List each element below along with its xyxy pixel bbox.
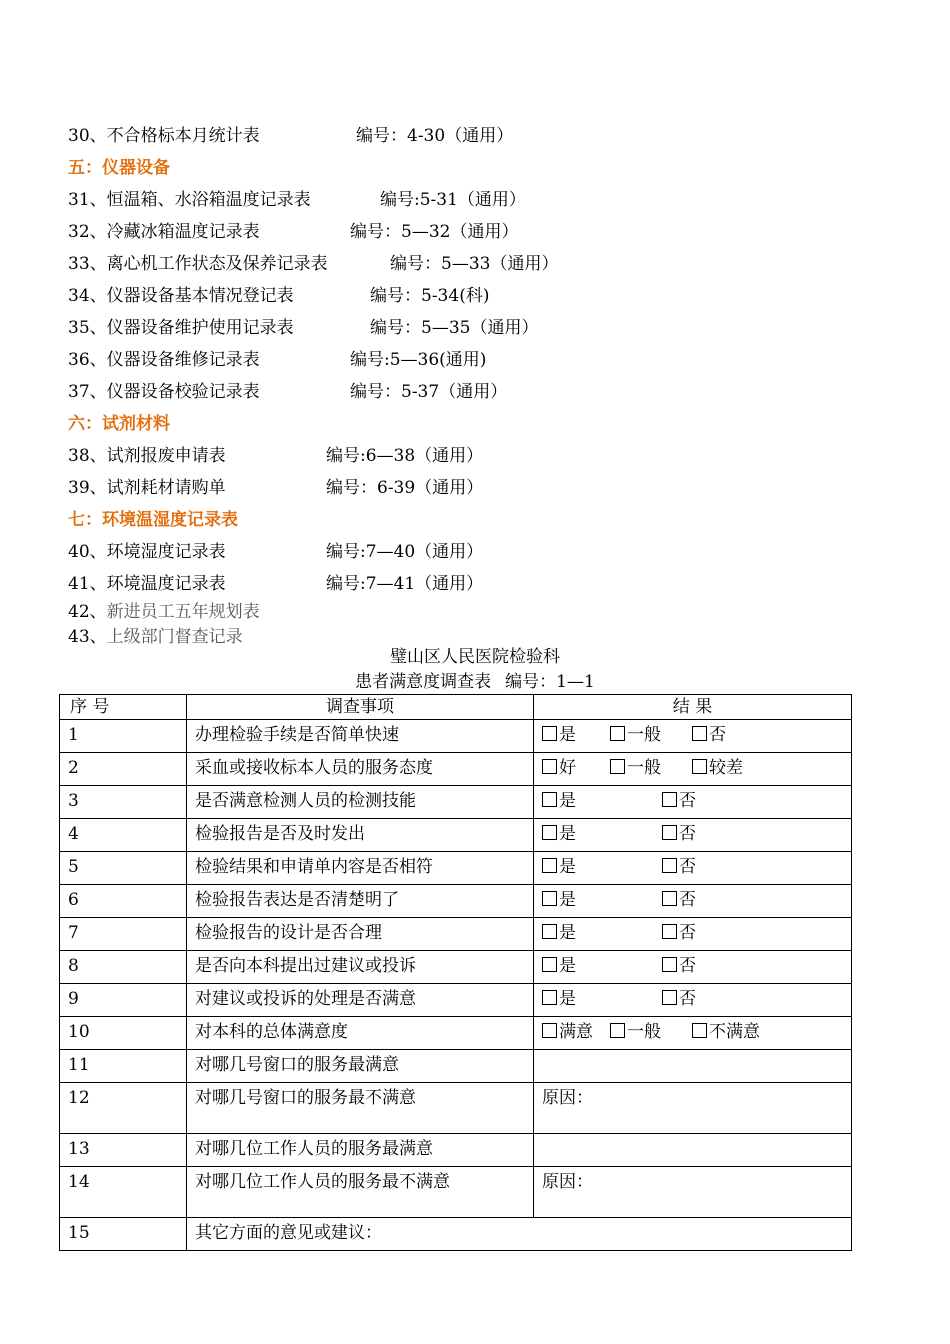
checkbox-icon[interactable] <box>542 990 557 1005</box>
row-question: 检验结果和申请单内容是否相符 <box>187 852 534 885</box>
list-item-code: 编号：6-39（通用） <box>326 478 484 498</box>
option-label: 是 <box>559 923 576 943</box>
list-item <box>68 600 888 625</box>
result-option[interactable] <box>542 986 576 1012</box>
header-item: 调查事项 <box>187 695 534 720</box>
list-item-name: 试剂耗材请购单 <box>106 478 226 498</box>
row-number: 13 <box>60 1134 187 1167</box>
table-row <box>60 918 852 951</box>
list-item-code: 编号：5-34(科) <box>370 286 490 306</box>
table-row <box>60 819 852 852</box>
list-item-code: 编号：5—33（通用） <box>390 254 559 274</box>
list-item-number: 39、 <box>68 478 107 498</box>
row-number: 7 <box>60 918 187 951</box>
row-question: 对建议或投诉的处理是否满意 <box>187 984 534 1017</box>
list-item <box>68 344 888 376</box>
row-question: 对哪几号窗口的服务最不满意 <box>187 1083 534 1134</box>
option-label: 否 <box>679 857 696 877</box>
row-question: 对哪几位工作人员的服务最不满意 <box>187 1167 534 1218</box>
result-option[interactable] <box>542 821 576 847</box>
row-result <box>534 786 852 819</box>
table-row <box>60 984 852 1017</box>
list-item-number: 38、 <box>68 446 107 466</box>
option-label: 否 <box>679 989 696 1009</box>
table-row <box>60 753 852 786</box>
survey-title: 患者满意度调查表 <box>355 672 492 692</box>
list-item-number: 36、 <box>68 350 107 370</box>
row-question: 检验报告的设计是否合理 <box>187 918 534 951</box>
list-item-number: 40、 <box>68 542 107 562</box>
row-number: 9 <box>60 984 187 1017</box>
row-result[interactable]: 原因： <box>534 1083 852 1134</box>
checkbox-icon[interactable] <box>662 957 677 972</box>
checkbox-icon[interactable] <box>662 858 677 873</box>
row-question: 是否满意检测人员的检测技能 <box>187 786 534 819</box>
result-option[interactable] <box>542 788 576 814</box>
option-label: 好 <box>559 758 576 778</box>
list-item <box>68 376 888 408</box>
checkbox-icon[interactable] <box>542 759 557 774</box>
row-number: 6 <box>60 885 187 918</box>
row-number: 10 <box>60 1017 187 1050</box>
list-item-name: 冷藏冰箱温度记录表 <box>106 222 260 242</box>
row-result <box>534 984 852 1017</box>
list-item-name: 离心机工作状态及保养记录表 <box>106 254 328 274</box>
list-item-number: 31、 <box>68 190 107 210</box>
list-item-name: 环境湿度记录表 <box>106 542 226 562</box>
section-heading: 五：仪器设备 <box>68 158 170 178</box>
result-option[interactable] <box>662 854 696 880</box>
checkbox-icon[interactable] <box>662 990 677 1005</box>
checkbox-icon[interactable] <box>542 924 557 939</box>
list-item-code: 编号:6—38（通用） <box>326 446 484 466</box>
checkbox-icon[interactable] <box>692 726 707 741</box>
option-label: 是 <box>559 824 576 844</box>
list-item <box>68 536 888 568</box>
checkbox-icon[interactable] <box>662 924 677 939</box>
list-item-number: 42、 <box>68 602 107 622</box>
survey-code: 编号：1—1 <box>505 672 595 692</box>
row-question: 是否向本科提出过建议或投诉 <box>187 951 534 984</box>
result-option[interactable] <box>542 920 576 946</box>
table-row <box>60 885 852 918</box>
list-item-number: 35、 <box>68 318 107 338</box>
result-option[interactable] <box>662 821 696 847</box>
table-row <box>60 951 852 984</box>
row-number: 3 <box>60 786 187 819</box>
list-item-number: 37、 <box>68 382 107 402</box>
header-result: 结 果 <box>534 695 852 720</box>
row-question: 检验报告是否及时发出 <box>187 819 534 852</box>
row-result <box>534 720 852 753</box>
row-number: 12 <box>60 1083 187 1134</box>
list-item-code: 编号:5-31（通用） <box>380 190 526 210</box>
result-option[interactable] <box>542 1019 593 1045</box>
option-label: 一般 <box>627 758 661 778</box>
row-question: 其它方面的意见或建议： <box>187 1218 852 1251</box>
option-label: 否 <box>679 923 696 943</box>
result-option[interactable] <box>542 722 576 748</box>
checkbox-icon[interactable] <box>542 858 557 873</box>
survey-table <box>59 694 852 1251</box>
checkbox-icon[interactable] <box>542 792 557 807</box>
list-item-code: 编号：4-30（通用） <box>356 126 514 146</box>
row-result[interactable]: 原因： <box>534 1167 852 1218</box>
option-label: 是 <box>559 956 576 976</box>
table-row <box>60 786 852 819</box>
option-label: 一般 <box>627 725 661 745</box>
row-number: 14 <box>60 1167 187 1218</box>
list-item-name: 仪器设备基本情况登记表 <box>106 286 294 306</box>
row-result <box>534 852 852 885</box>
list-item <box>68 472 888 504</box>
table-row <box>60 720 852 753</box>
row-result <box>534 819 852 852</box>
checkbox-icon[interactable] <box>692 1023 707 1038</box>
row-question: 办理检验手续是否简单快速 <box>187 720 534 753</box>
table-row <box>60 1167 852 1218</box>
checkbox-icon[interactable] <box>610 726 625 741</box>
result-option[interactable] <box>542 887 576 913</box>
option-label: 否 <box>679 824 696 844</box>
list-item-code: 编号:7—40（通用） <box>326 542 484 562</box>
checkbox-icon[interactable] <box>542 1023 557 1038</box>
checkbox-icon[interactable] <box>542 957 557 972</box>
row-result <box>534 753 852 786</box>
checkbox-icon[interactable] <box>662 825 677 840</box>
list-item-number: 33、 <box>68 254 107 274</box>
list-item-number: 41、 <box>68 574 107 594</box>
checkbox-icon[interactable] <box>662 792 677 807</box>
list-item-name: 仪器设备维修记录表 <box>106 350 260 370</box>
section-heading: 七：环境温湿度记录表 <box>68 510 238 530</box>
list-item-name: 仪器设备校验记录表 <box>106 382 260 402</box>
row-result <box>534 1017 852 1050</box>
list-item <box>68 312 888 344</box>
row-question: 对哪几位工作人员的服务最满意 <box>187 1134 534 1167</box>
table-row <box>60 1050 852 1083</box>
list-item <box>68 184 888 216</box>
result-option[interactable] <box>662 920 696 946</box>
result-option[interactable] <box>662 788 696 814</box>
list-item <box>68 120 888 152</box>
option-label: 否 <box>709 725 726 745</box>
checkbox-icon[interactable] <box>542 891 557 906</box>
list-item <box>68 216 888 248</box>
row-result[interactable] <box>534 1134 852 1167</box>
result-option[interactable] <box>542 953 576 979</box>
list-item-name: 恒温箱、水浴箱温度记录表 <box>106 190 311 210</box>
option-label: 满意 <box>559 1022 593 1042</box>
row-number: 15 <box>60 1218 187 1251</box>
list-item-name: 环境温度记录表 <box>106 574 226 594</box>
section-heading: 六：试剂材料 <box>68 414 170 434</box>
row-question: 对本科的总体满意度 <box>187 1017 534 1050</box>
list-item-code: 编号：5-37（通用） <box>350 382 508 402</box>
checkbox-icon[interactable] <box>542 726 557 741</box>
list-item-code: 编号:7—41（通用） <box>326 574 484 594</box>
table-row <box>60 852 852 885</box>
result-option[interactable] <box>610 1019 661 1045</box>
survey-title-line <box>0 670 950 694</box>
list-item-number: 34、 <box>68 286 107 306</box>
row-number: 2 <box>60 753 187 786</box>
list-item-name: 上级部门督查记录 <box>106 627 243 647</box>
row-number: 11 <box>60 1050 187 1083</box>
row-question: 检验报告表达是否清楚明了 <box>187 885 534 918</box>
result-option[interactable] <box>692 755 743 781</box>
row-question: 对哪几号窗口的服务最满意 <box>187 1050 534 1083</box>
checkbox-icon[interactable] <box>662 891 677 906</box>
list-item-name: 新进员工五年规划表 <box>106 602 260 622</box>
option-label: 是 <box>559 890 576 910</box>
row-result[interactable] <box>534 1050 852 1083</box>
result-option[interactable] <box>610 722 661 748</box>
list-item <box>68 440 888 472</box>
option-label: 是 <box>559 857 576 877</box>
result-option[interactable] <box>542 755 576 781</box>
list-item-code: 编号:5—36(通用) <box>350 350 487 370</box>
option-label: 不满意 <box>709 1022 760 1042</box>
list-item <box>68 248 888 280</box>
row-number: 8 <box>60 951 187 984</box>
table-row <box>60 1134 852 1167</box>
row-number: 5 <box>60 852 187 885</box>
row-result <box>534 885 852 918</box>
survey-org-title: 璧山区人民医院检验科 <box>390 647 560 667</box>
checkbox-icon[interactable] <box>692 759 707 774</box>
list-item <box>68 280 888 312</box>
list-item-code: 编号：5—35（通用） <box>370 318 539 338</box>
option-label: 是 <box>559 725 576 745</box>
option-label: 否 <box>679 791 696 811</box>
table-row <box>60 1017 852 1050</box>
result-option[interactable] <box>692 722 726 748</box>
result-option[interactable] <box>662 887 696 913</box>
list-item-code: 编号：5—32（通用） <box>350 222 519 242</box>
list-item-name: 仪器设备维护使用记录表 <box>106 318 294 338</box>
result-option[interactable] <box>610 755 661 781</box>
list-item-name: 不合格标本月统计表 <box>106 126 260 146</box>
option-label: 否 <box>679 890 696 910</box>
row-result <box>534 918 852 951</box>
row-number: 1 <box>60 720 187 753</box>
result-option[interactable] <box>692 1019 760 1045</box>
row-number: 4 <box>60 819 187 852</box>
table-row <box>60 1083 852 1134</box>
result-option[interactable] <box>542 854 576 880</box>
row-question: 采血或接收标本人员的服务态度 <box>187 753 534 786</box>
checkbox-icon[interactable] <box>610 1023 625 1038</box>
option-label: 一般 <box>627 1022 661 1042</box>
result-option[interactable] <box>662 986 696 1012</box>
table-row <box>60 1218 852 1251</box>
list-item-number: 32、 <box>68 222 107 242</box>
table-header-row <box>60 695 852 720</box>
option-label: 是 <box>559 989 576 1009</box>
checkbox-icon[interactable] <box>610 759 625 774</box>
row-result <box>534 951 852 984</box>
list-item-number: 43、 <box>68 627 107 647</box>
checkbox-icon[interactable] <box>542 825 557 840</box>
header-no: 序 号 <box>60 695 187 720</box>
option-label: 是 <box>559 791 576 811</box>
list-item-name: 试剂报废申请表 <box>106 446 226 466</box>
list-item <box>68 568 888 600</box>
result-option[interactable] <box>662 953 696 979</box>
option-label: 否 <box>679 956 696 976</box>
document-list <box>68 120 888 650</box>
list-item-number: 30、 <box>68 126 107 146</box>
option-label: 较差 <box>709 758 743 778</box>
